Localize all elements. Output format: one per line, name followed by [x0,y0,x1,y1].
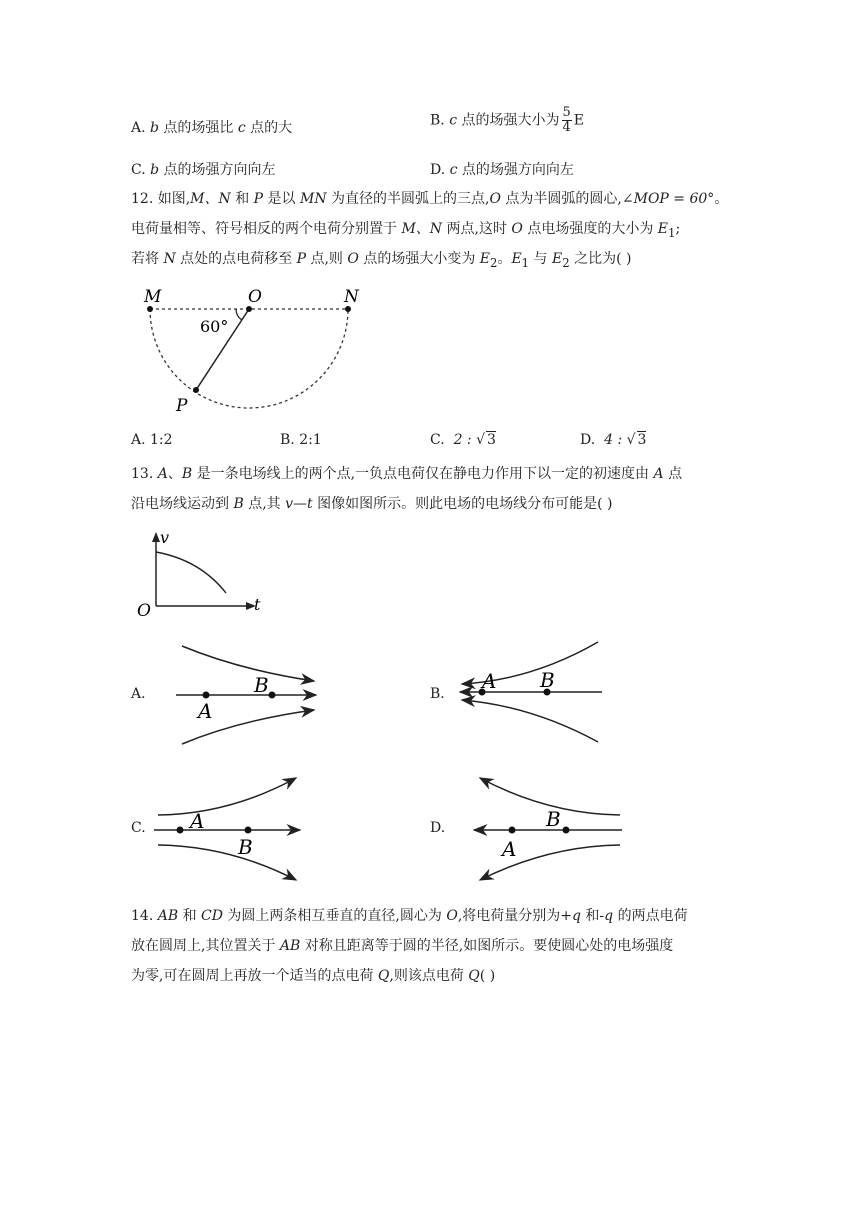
label-a: A [190,809,205,833]
label-a: A [482,669,497,693]
point-a [203,692,210,699]
field-line-lower [462,700,598,742]
q11-option-b: B. c 点的场强大小为 $\frac{5}{4}$ E [430,105,585,135]
q13-vt-graph [130,530,280,620]
origin-label: O [137,601,151,620]
field-line-lower [480,845,620,880]
vt-curve [156,552,226,593]
label-b: B [540,668,555,692]
label-a: A [502,837,517,861]
q14-line-1: 14. AB 和 CD 为圆上两条相互垂直的直径,圆心为 O,将电荷量分别为+q 和-q 的两点电荷 [131,908,688,924]
v-axis-arrow [152,532,160,542]
point-b [269,692,276,699]
q13-option-b-field-lines [452,636,612,748]
semicircle-arc [150,309,348,408]
angle-arc [236,309,242,320]
point-a [509,827,516,834]
point-b [563,827,570,834]
point-p [193,387,199,393]
label-o: O [248,287,262,307]
point-b [245,827,252,834]
label-n: N [344,287,359,307]
q12-semicircle-figure [130,280,380,420]
q12-option-d: D. 4 : √ 3 [580,432,647,448]
q12-line-1: 12. 如图,M、N 和 P 是以 MN 为直径的半圆弧上的三点,O 点为半圆弧的圆心,∠MOP = 60°。 [131,191,729,207]
q12-option-c: C. 2 : √ 3 [430,432,496,448]
q13-option-c-field-lines [150,770,310,886]
label-b: B [238,835,253,859]
label-m: M [144,287,162,307]
label-p: P [176,396,188,416]
q11-option-c: C. b 点的场强方向向左 [131,162,276,178]
label-b: B [254,673,269,697]
q13-option-a-field-lines [170,640,330,750]
q11-option-a: A. b 点的场强比 c 点的大 [131,120,293,136]
q13-option-d-field-lines [468,770,628,886]
label-b: B [546,807,561,831]
q13-option-a-label: A. [131,686,146,702]
point-a [177,827,184,834]
q12-line-2: 电荷量相等、符号相反的两个电荷分别置于 M、N 两点,这时 O 点电场强度的大小为 $E_1$; [131,221,681,240]
q13-option-b-label: B. [430,686,445,702]
q13-option-d-label: D. [430,820,446,836]
q11-option-d: D. c 点的场强方向向左 [430,162,574,178]
q13-option-c-label: C. [131,820,146,836]
v-label: v [160,530,170,547]
label-a: A [198,699,213,723]
q14-line-2: 放在圆周上,其位置关于 AB 对称且距离等于圆的半径,如图所示。要使圆心处的电场强度 [131,938,674,954]
field-line-lower [158,845,296,880]
q12-option-b: B. 2:1 [280,432,322,448]
q13-line-2: 沿电场线运动到 B 点,其 v—t 图像如图所示。则此电场的电场线分布可能是( ) [131,496,613,512]
q12-option-a: A. 1:2 [131,432,173,448]
field-line-upper [158,778,296,815]
field-line-upper [182,646,314,681]
fraction-five-fourths: $\frac{5}{4}$ [562,105,571,135]
t-label: t [254,595,261,614]
label-60-degrees: 60° [200,317,229,336]
q12-line-3: 若将 N 点处的点电荷移至 P 点,则 O 点的场强大小变为 $E_2$。$E_1$ 与 $E_2$ 之比为( ) [131,251,632,270]
q13-line-1: 13. A、B 是一条电场线上的两个点,一负点电荷仅在静电力作用下以一定的初速度由 A 点 [131,466,683,482]
q14-line-3: 为零,可在圆周上再放一个适当的点电荷 Q,则该点电荷 Q( ) [131,968,496,984]
